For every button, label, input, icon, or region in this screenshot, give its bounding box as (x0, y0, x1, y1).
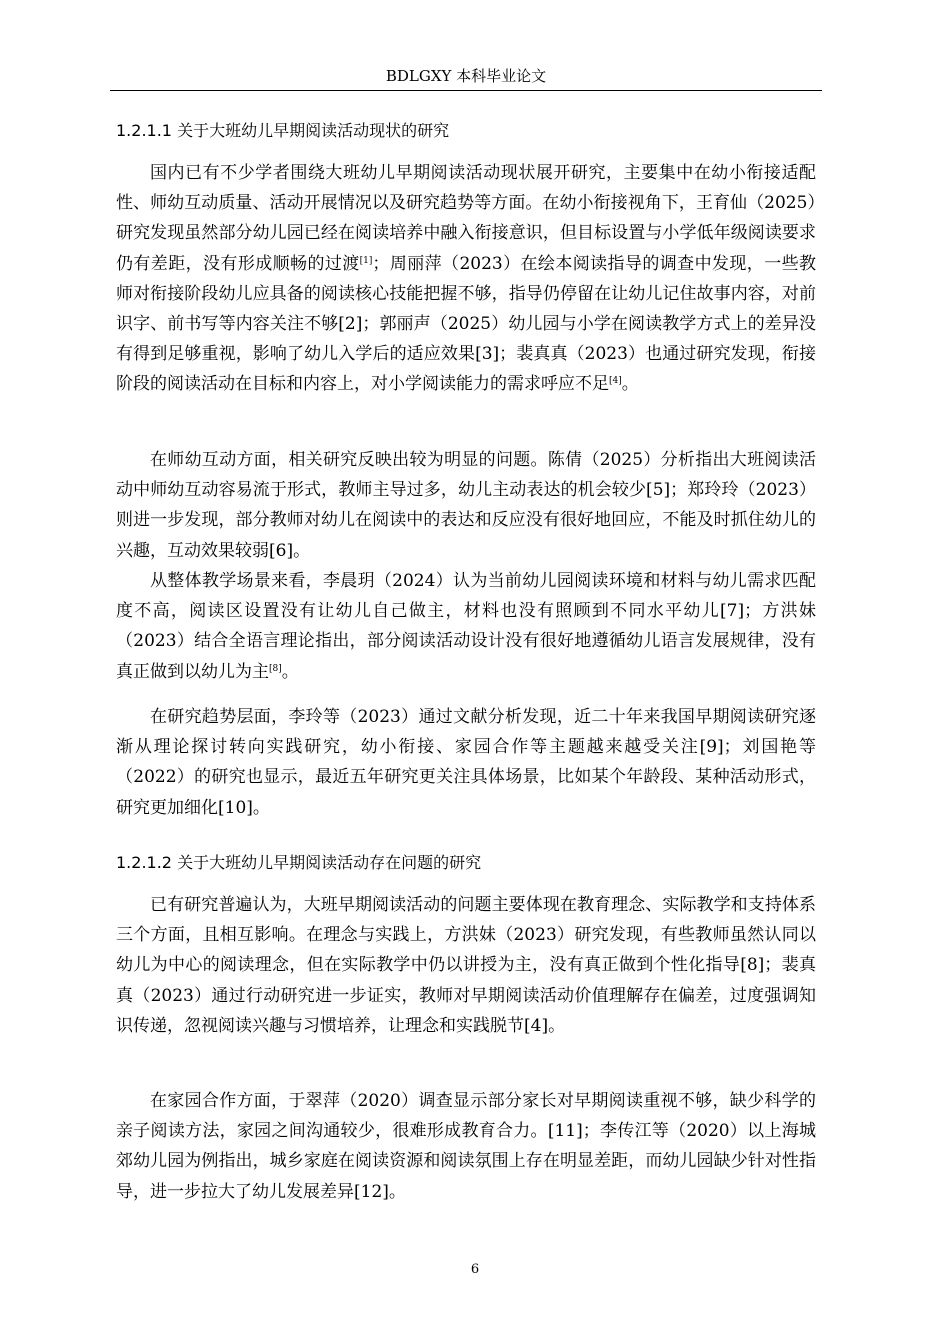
text-run: 在研究趋势层面，李玲等（2023）通过文献分析发现，近二十年来我国早期阅读研究逐渐从理论探讨转向实践研究，幼小衔接、家园合作等主题越来越受关注[9]；刘国艳等（2022）的研究也显示，最近五年研究更关注具体场景，比如某个年龄段、某种活动形式，研究更加细化[10]。 (116, 707, 816, 818)
citation-mark: [1] (359, 255, 373, 266)
page-number: 6 (470, 1262, 480, 1277)
paragraph (116, 702, 816, 823)
paragraph (116, 1086, 816, 1207)
text-run: 从整体教学场景来看，李晨玥（2024）认为当前幼儿园阅读环境和材料与幼儿需求匹配度不高，阅读区设置没有让幼儿自己做主，材料也没有照顾到不同水平幼儿[7]；方洪妹（2023）结合全语言理论指出，部分阅读活动设计没有很好地遵循幼儿语言发展规律，没有真正做到以幼儿为主 (116, 571, 816, 682)
paragraph (116, 890, 816, 1041)
text-run: 在师幼互动方面，相关研究反映出较为明显的问题。陈倩（2025）分析指出大班阅读活动中师幼互动容易流于形式，教师主导过多，幼儿主动表达的机会较少[5]；郑玲玲（2023）则进一步发现，部分教师对幼儿在阅读中的表达和反应没有很好地回应，不能及时抓住幼儿的兴趣，互动效果较弱[6]。 (116, 450, 816, 561)
citation-mark: [4] (609, 376, 622, 387)
header-rule (110, 90, 822, 91)
text-run: 。 (621, 374, 639, 395)
paragraph (116, 158, 816, 400)
text-run: 国内已有不少学者围绕大班幼儿早期阅读活动现状展开研究，主要集中在幼小衔接适配性、师幼互动质量、活动开展情况以及研究趋势等方面。在幼小衔接视角下，王育仙（2025）研究发现虽然部分幼儿园已经在阅读培养中融入衔接意识，但目标设置与小学低年级阅读要求仍有差距，没有形成顺畅的过渡 (116, 163, 816, 274)
section-heading: 1.2.1.2 关于大班幼儿早期阅读活动存在问题的研究 (116, 853, 482, 872)
paragraph (116, 566, 816, 687)
text-run: ；周丽萍（2023）在绘本阅读指导的调查中发现，一些教师对衔接阶段幼儿应具备的阅读核心技能把握不够，指导仍停留在让幼儿记住故事内容，对前识字、前书写等内容关注不够[2]；郭丽声（2025）幼儿园与小学在阅读教学方式上的差异没有得到足够重视，影响了幼儿入学后的适应效果[3]；裴真真（2023）也通过研究发现，衔接阶段的阅读活动在目标和内容上，对小学阅读能力的需求呼应不足 (116, 253, 816, 395)
text-run: 已有研究普遍认为，大班早期阅读活动的问题主要体现在教育理念、实际教学和支持体系三个方面，且相互影响。在理念与实践上，方洪妹（2023）研究发现，有些教师虽然认同以幼儿为中心的阅读理念，但在实际教学中仍以讲授为主，没有真正做到个性化指导[8]；裴真真（2023）通过行动研究进一步证实，教师对早期阅读活动价值理解存在偏差，过度强调知识传递，忽视阅读兴趣与习惯培养，让理念和实践脱节[4]。 (116, 895, 816, 1036)
paragraph (116, 445, 816, 566)
text-run: 在家园合作方面，于翠萍（2020）调查显示部分家长对早期阅读重视不够，缺少科学的亲子阅读方法，家园之间沟通较少，很难形成教育合力。[11]；李传江等（2020）以上海城郊幼儿园为例指出，城乡家庭在阅读资源和阅读氛围上存在明显差距，而幼儿园缺少针对性指导，进一步拉大了幼儿发展差异[12]。 (116, 1091, 816, 1202)
text-run: 。 (281, 661, 299, 682)
citation-mark: [8] (269, 663, 282, 674)
section-heading: 1.2.1.1 关于大班幼儿早期阅读活动现状的研究 (116, 121, 450, 140)
running-header: BDLGXY 本科毕业论文 (385, 67, 547, 85)
